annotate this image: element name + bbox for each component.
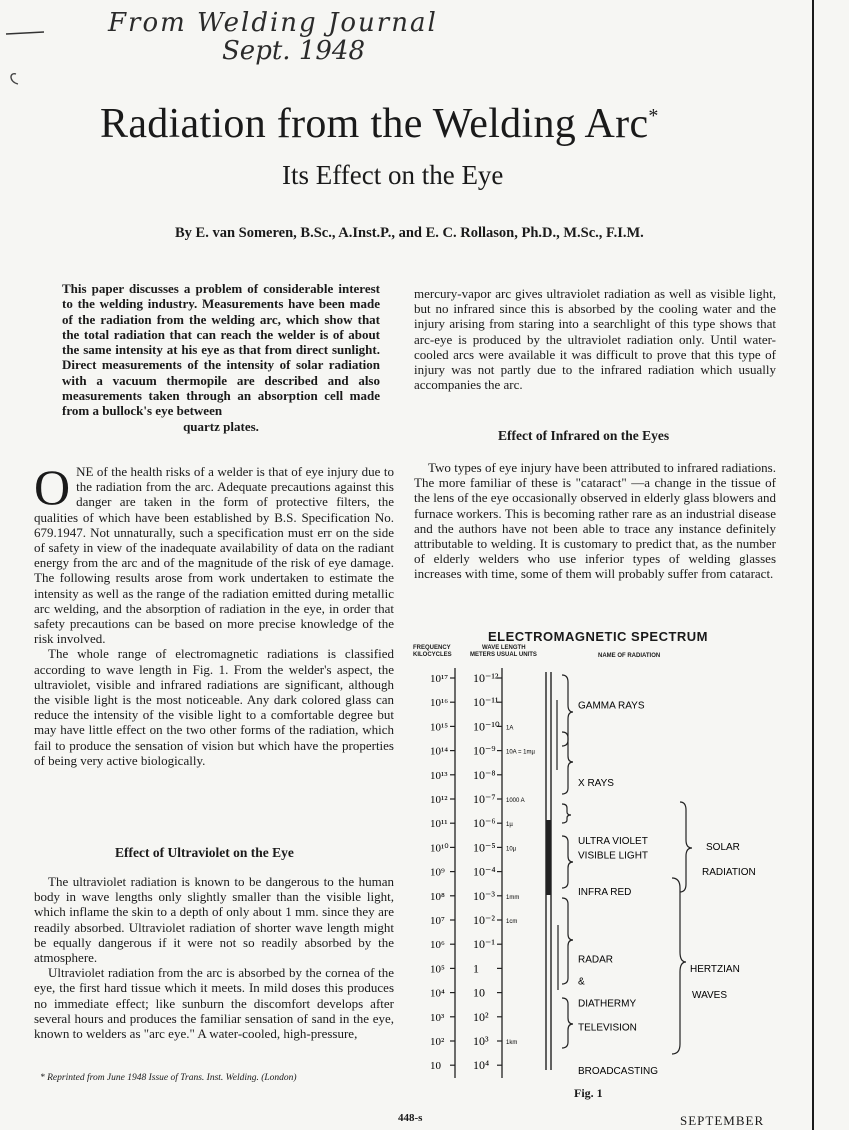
frequency-tick-label: 10⁵ <box>430 963 445 976</box>
group-label-hertzian: HERTZIAN <box>690 964 740 975</box>
heading-ultraviolet: Effect of Ultraviolet on the Eye <box>115 845 294 860</box>
wavelength-tick-label: 10⁻¹ <box>473 937 495 952</box>
radiation-label: VISIBLE LIGHT <box>578 850 649 862</box>
wavelength-ticks <box>473 671 502 1072</box>
wavelength-tick-label: 10 <box>473 985 485 1000</box>
wavelength-tick-label: 10⁻¹¹ <box>473 695 499 710</box>
figure-title: ELECTROMAGNETIC SPECTRUM <box>488 629 708 644</box>
radiation-label: RADAR <box>578 954 614 966</box>
wavelength-tick-label: 10³ <box>473 1034 489 1048</box>
right-column <box>414 286 776 392</box>
paragraph-text: NE of the health risks of a welder is that of eye injury due to the radiation from the arc. Adequate precautions against this danger are taken in the form of protective filters, the qualities of which have been established by B.S. Specification No. 679.1947. Not unnaturally, such a specification must err on the side of safety in view of the inadequate availability of data on the radiant energy from the arc and of the magnitude of the risk of eye damage. The following results arose from work undertaken to estimate the intensity as well as the range of the radiation emitted during metallic arc welding, and the absorption of radiation in the eye, in order that safety precautions can be based on more precise knowledge of the risk involved. <box>34 464 394 647</box>
usual-unit-label: 10A = 1mµ <box>506 749 535 756</box>
wavelength-tick-label: 10⁻⁶ <box>473 816 496 831</box>
usual-unit-label: 1µ <box>506 822 513 829</box>
radiation-label: & <box>578 976 585 988</box>
radiation-label: BROADCASTING <box>578 1066 659 1078</box>
article-byline: By E. van Someren, B.Sc., A.Inst.P., and E. C. Rollason, Ph.D., M.Sc., F.I.M. <box>175 225 644 241</box>
broadcasting-bracket <box>562 998 573 1048</box>
frequency-tick-label: 10⁸ <box>430 890 445 903</box>
frequency-tick-label: 10¹⁷ <box>430 673 449 685</box>
infrared-bracket <box>562 836 573 888</box>
wavelength-tick-label: 10⁻⁵ <box>473 840 496 855</box>
radiation-label: ULTRA VIOLET <box>578 836 648 848</box>
left-column-continued <box>34 874 394 1041</box>
footnote: * Reprinted from June 1948 Issue of Trans. Inst. Welding. (London) <box>40 1073 297 1083</box>
handwritten-scribble <box>4 26 44 86</box>
wavelength-header-line: METERS USUAL UNITS <box>470 652 537 658</box>
usual-unit-labels <box>506 725 536 1046</box>
frequency-tick-label: 10⁴ <box>430 987 445 1000</box>
right-column-continued <box>414 460 776 582</box>
radiation-label: X RAYS <box>578 778 614 790</box>
wavelength-tick-label: 10⁻³ <box>473 888 495 903</box>
frequency-header-line: FREQUENCY <box>413 645 451 651</box>
wavelength-tick-label: 10² <box>473 1009 489 1024</box>
solar-radiation-bracket <box>680 802 692 892</box>
abstract-text-end: quartz plates. <box>183 418 259 434</box>
frequency-column-header <box>413 645 452 659</box>
body-paragraph: Ultraviolet radiation from the arc is absorbed by the cornea of the eye, the first hard tissue which it meets. In mild doses this produces no immediate effect; like sunburn the discomfort develops after several hours and produces the familiar sensation of sand in the eye, known to welders as "arc eye." A water-cooled, high-pressure, <box>34 965 394 1042</box>
frequency-header-line: KILOCYCLES <box>413 652 452 658</box>
frequency-tick-label: 10³ <box>430 1011 445 1024</box>
spectrum-bar-dense-band <box>546 820 551 895</box>
spectrum-diagram <box>410 660 790 1100</box>
frequency-tick-label: 10¹⁰ <box>430 842 449 855</box>
wavelength-tick-label: 10⁻⁸ <box>473 767 496 782</box>
left-column <box>34 459 394 768</box>
frequency-tick-label: 10¹¹ <box>430 818 448 831</box>
radiation-label: TELEVISION <box>578 1022 637 1034</box>
wavelength-tick-label: 10⁻¹² <box>473 671 499 685</box>
usual-unit-label: 1cm <box>506 919 518 925</box>
heading-infrared: Effect of Infrared on the Eyes <box>498 428 670 443</box>
x-ray-bracket <box>562 732 573 794</box>
usual-unit-label: 1A <box>506 725 514 732</box>
wavelength-header-line: WAVE LENGTH <box>482 645 526 651</box>
article-subtitle: Its Effect on the Eye <box>282 160 504 190</box>
group-label-hertzian: WAVES <box>692 990 728 1001</box>
frequency-tick-label: 10¹⁶ <box>430 697 449 710</box>
handwritten-note-line1: From Welding Journal <box>108 8 438 38</box>
usual-unit-label: 10µ <box>506 846 517 853</box>
drop-cap: O <box>34 459 71 515</box>
radar-bracket <box>562 898 573 984</box>
wavelength-tick-label: 10⁻⁴ <box>473 864 496 879</box>
ultraviolet-bracket <box>562 804 571 823</box>
wavelength-tick-label: 10⁻⁹ <box>473 743 496 758</box>
frequency-tick-label: 10⁷ <box>430 915 445 927</box>
title-footnote-mark: * <box>648 105 659 127</box>
range-brackets <box>562 675 692 1054</box>
wavelength-tick-label: 10⁴ <box>473 1058 490 1073</box>
frequency-tick-label: 10 <box>430 1060 441 1073</box>
body-paragraph: Two types of eye injury have been attributed to infrared radiations. The more familiar of these is "cataract" —a change in the tissue of the lens of the eye occasionally observed in elderly glass blowers and furnace workers. This is becoming rather rare as an industrial disease and the authors have not been able to trace any instance definitely attributable to welding. It is customary to predict that, as the number of elderly welders who use inferior types of welding glasses increases with time, some of them will probably suffer from cataract. <box>414 460 776 582</box>
frequency-tick-label: 10¹³ <box>430 769 448 782</box>
wavelength-tick-label: 10⁻² <box>473 913 495 927</box>
handwritten-note-line2: Sept. 1948 <box>222 36 365 66</box>
running-footer: SEPTEMBER <box>680 1113 765 1128</box>
radiation-labels <box>578 701 658 1077</box>
wavelength-column-header <box>470 645 537 659</box>
radiation-label: DIATHERMY <box>578 998 637 1010</box>
page-number: 448-s <box>398 1112 423 1124</box>
frequency-tick-label: 10¹² <box>430 794 448 806</box>
frequency-ticks <box>430 673 455 1072</box>
abstract-text: This paper discusses a problem of considerable interest to the welding industry. Measurements have been made of the radiation from the welding arc, which show that the total radiation that can reach the welder is of about the same intensity at his eye as that from direct sunlight. Direct measurements of the intensity of solar radiation with a vacuum thermopile are described and also measurements taken through an absorption cell made from a bullock's eye between <box>62 281 380 419</box>
radiation-label: GAMMA RAYS <box>578 700 645 712</box>
frequency-tick-label: 10⁹ <box>430 866 445 879</box>
figure-caption: Fig. 1 <box>574 1086 603 1100</box>
frequency-tick-label: 10¹⁵ <box>430 721 449 734</box>
wavelength-tick-label: 10⁻¹⁰ <box>473 719 500 734</box>
wavelength-tick-label: 10⁻⁷ <box>473 792 496 806</box>
body-paragraph: mercury-vapor arc gives ultraviolet radiation as well as visible light, but no infrared since this is absorbed by the cooling water and the injury arising from staring into a searchlight of this type shows that arc-eye is produced by the ultraviolet radiation only. Until water-cooled arcs were available it was difficult to prove that this type of injury was not partly due to the infrared radiation which usually accompanies the arc. <box>414 286 776 393</box>
radiation-column-header: NAME OF RADIATION <box>598 653 661 659</box>
body-paragraph <box>34 459 394 647</box>
group-label-solar: SOLAR <box>706 842 740 853</box>
hertzian-waves-bracket <box>672 878 686 1054</box>
frequency-tick-label: 10⁶ <box>430 939 445 952</box>
group-label-solar: RADIATION <box>702 867 756 878</box>
article-title <box>100 100 740 148</box>
usual-unit-label: 1mm <box>506 894 520 901</box>
wavelength-tick-label: 1 <box>473 961 479 976</box>
usual-unit-label: 1000 A <box>506 798 525 804</box>
frequency-tick-label: 10¹⁴ <box>430 745 449 758</box>
article-title-text: Radiation from the Welding Arc <box>100 101 649 147</box>
usual-unit-label: 1km <box>506 1040 518 1046</box>
page-gutter-line <box>812 0 814 1130</box>
body-paragraph: The ultraviolet radiation is known to be dangerous to the human body in wave lengths only slightly smaller than the visible light, which inflame the skin to a depth of only about 1 mm. since they are readily absorbed. Ultraviolet radiation of shorter wave length might be equally dangerous if it were not so readily absorbed by the atmosphere. <box>34 874 394 966</box>
radiation-label: INFRA RED <box>578 886 632 898</box>
body-paragraph: The whole range of electromagnetic radiations is classified according to wave length in Fig. 1. From the welder's aspect, the ultraviolet, visible and infrared radiations are significant, although the visible light is the most noticeable. Any dark colored glass can reduce the intensity of the visible light to a comfortable degree but may have little effect on the two other forms of the radiation, which fail to produce the sensation of vision but which have the properties of being very active biologically. <box>34 646 394 768</box>
frequency-tick-label: 10² <box>430 1036 445 1048</box>
abstract <box>62 281 380 434</box>
